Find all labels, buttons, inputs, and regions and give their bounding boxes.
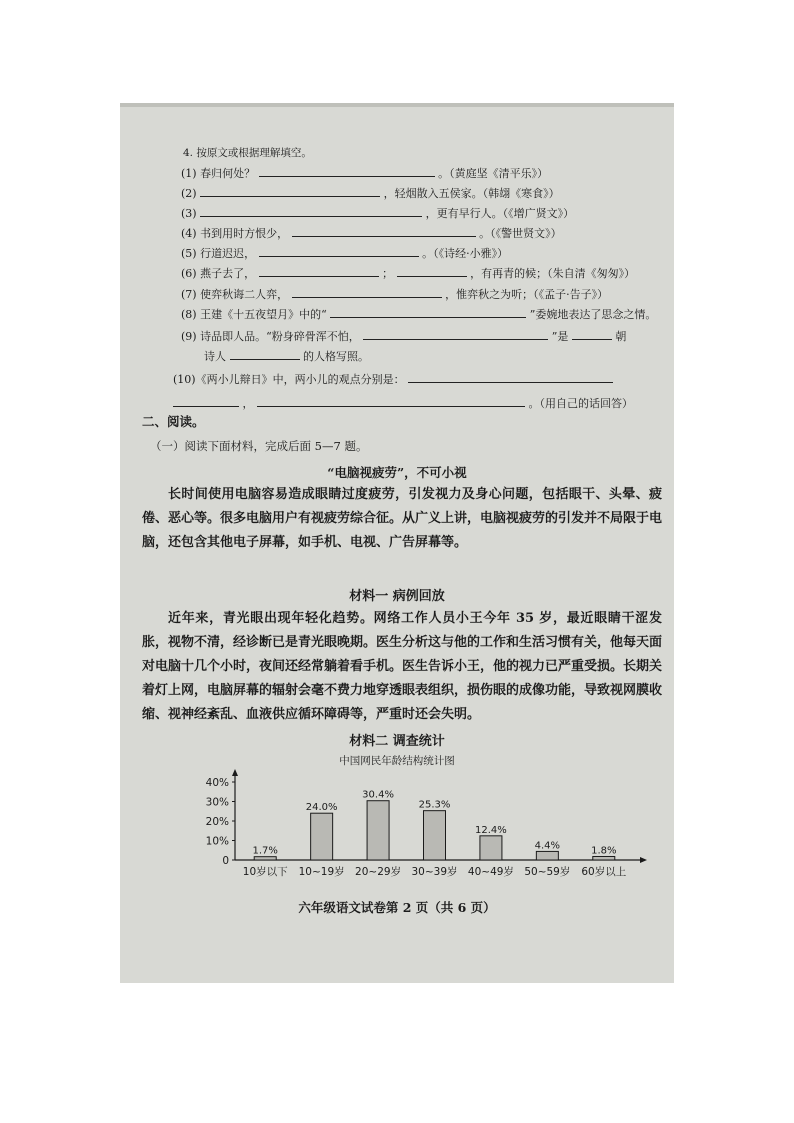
q4-item-9-cont: 诗人 的人格写照。 xyxy=(204,350,369,363)
bar-value-label: 30.4% xyxy=(362,789,394,801)
q4-item-10: (10)《两小儿辩日》中，两小儿的观点分别是： xyxy=(173,372,613,387)
bar-value-label: 4.4% xyxy=(534,840,561,852)
chart-title: 中国网民年龄结构统计图 xyxy=(339,755,455,767)
material-2-title: 材料二 调查统计 xyxy=(349,734,445,749)
question-4-intro: 4. 按原文或根据理解填空。 xyxy=(183,147,312,159)
bar xyxy=(480,836,502,860)
q4-item-7: (7) 使弈秋诲二人弈， ，惟弈秋之为听；（《孟子·告子》） xyxy=(181,288,609,301)
q4-item-6: (6) 燕子去了， ； ，有再青的候；（朱自清《匆匆》） xyxy=(181,267,636,280)
bar xyxy=(424,811,446,860)
answer-blank[interactable] xyxy=(292,226,476,237)
y-tick-label: 30% xyxy=(205,796,229,809)
y-tick-label: 40% xyxy=(205,777,229,789)
material-1-text: 近年来，青光眼出现年轻化趋势。网络工作人员小王今年 35 岁，最近眼睛干涩发胀，视物不清，经诊断已是青光眼晚期。医生分析这与他的工作和生活习惯有关，他每天面对电脑十几个小时，夜间还经常躺着看手机。医生告诉小王，他的视力已严重受损。长期关着灯上网，电脑屏幕的辐射会毫不费力地穿透眼表组织，损伤眼的成像功能，导致视网膜收缩、视神经紊乱、血液供应循环障碍等，严重时还会失明。 xyxy=(142,611,663,722)
answer-blank[interactable] xyxy=(330,307,526,318)
x-tick-label: 60岁以上 xyxy=(581,866,627,878)
bar xyxy=(254,857,276,860)
answer-blank[interactable] xyxy=(173,396,239,407)
y-axis-arrow xyxy=(232,769,238,776)
y-tick-label: 10% xyxy=(205,835,229,848)
y-tick-label: 0 xyxy=(222,855,229,867)
answer-blank[interactable] xyxy=(572,329,612,340)
page-footer: 六年级语文试卷第 2 页（共 6 页） xyxy=(298,900,496,915)
answer-blank[interactable] xyxy=(292,287,442,298)
bar-value-label: 24.0% xyxy=(305,802,338,814)
q4-item-5: (5) 行道迟迟， 。（《诗经·小雅》） xyxy=(181,247,509,260)
x-tick-label: 50~59岁 xyxy=(524,866,571,878)
x-tick-label: 20~29岁 xyxy=(355,866,402,878)
article-title: “电脑视疲劳”，不可小视 xyxy=(327,465,467,480)
bar xyxy=(367,801,389,860)
x-tick-label: 10岁以下 xyxy=(242,866,288,878)
answer-blank[interactable] xyxy=(257,396,525,407)
material-1-title: 材料一 病例回放 xyxy=(349,589,445,604)
answer-blank[interactable] xyxy=(259,166,435,177)
y-tick-label: 20% xyxy=(205,816,229,828)
q4-item-2: (2) ，轻烟散入五侯家。（韩翃《寒食》） xyxy=(181,187,560,200)
answer-blank[interactable] xyxy=(363,329,548,340)
section-heading-reading: 二、阅读。 xyxy=(142,414,205,429)
exam-page xyxy=(120,103,674,983)
bar-value-label: 1.8% xyxy=(591,845,617,857)
answer-blank[interactable] xyxy=(259,266,379,277)
q4-item-3: (3) ，更有早行人。（《增广贤文》） xyxy=(181,207,575,220)
x-tick-label: 40~49岁 xyxy=(467,866,514,878)
age-structure-bar-chart xyxy=(200,768,650,888)
answer-blank[interactable] xyxy=(259,246,419,257)
answer-blank[interactable] xyxy=(408,372,613,383)
q4-item-4: (4) 书到用时方恨少， 。（《警世贤文》） xyxy=(181,227,562,240)
answer-blank[interactable] xyxy=(200,186,380,197)
q4-item-10-cont: ， 。（用自己的话回答） xyxy=(173,396,633,411)
bar-value-label: 25.3% xyxy=(418,799,451,811)
q4-item-8: (8) 王建《十五夜望月》中的“ ”委婉地表达了思念之情。 xyxy=(181,308,657,321)
bar xyxy=(593,856,615,860)
article-intro: 长时间使用电脑容易造成眼睛过度疲劳，引发视力及身心问题，包括眼干、头晕、疲倦、恶心等。很多电脑用户有视疲劳综合征。从广义上讲，电脑视疲劳的引发并不局限于电脑，还包含其他电子屏幕，如手机、电视、广告屏幕等。 xyxy=(142,487,663,550)
reading-part-instruction: （一）阅读下面材料，完成后面 5—7 题。 xyxy=(150,439,368,453)
q4-item-1: (1) 春归何处？ 。（黄庭坚《清平乐》） xyxy=(181,167,549,180)
bar xyxy=(311,813,333,860)
page-top-edge xyxy=(120,103,674,107)
q4-item-9: (9) 诗品即人品。“粉身碎骨浑不怕， ”是 朝 xyxy=(181,330,627,343)
answer-blank[interactable] xyxy=(200,206,422,217)
answer-blank[interactable] xyxy=(230,349,300,360)
bar-value-label: 12.4% xyxy=(475,824,507,836)
answer-blank[interactable] xyxy=(397,266,467,277)
x-axis-arrow xyxy=(640,857,647,863)
bar xyxy=(536,851,558,860)
x-tick-label: 10~19岁 xyxy=(298,866,345,878)
x-tick-label: 30~39岁 xyxy=(411,866,458,878)
bar-value-label: 1.7% xyxy=(252,845,278,857)
